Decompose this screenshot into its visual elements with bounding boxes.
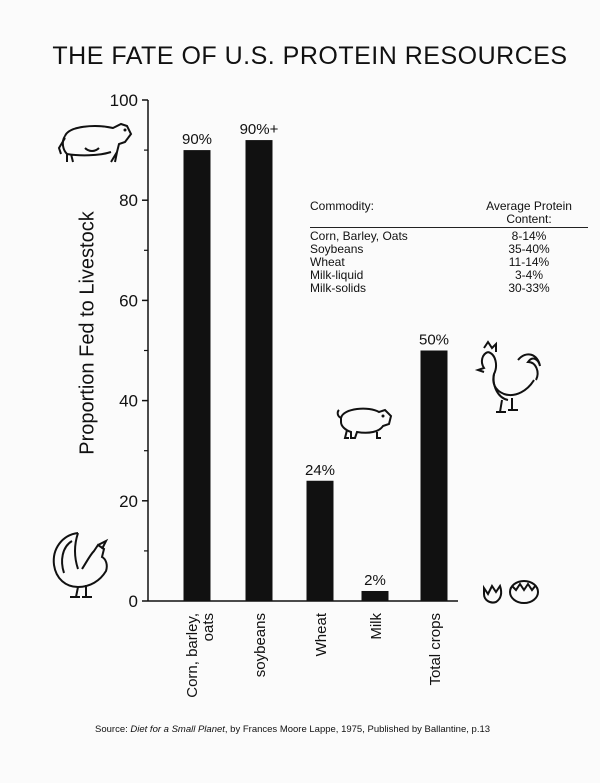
protein-content-table xyxy=(310,200,588,295)
y-tick-label: 0 xyxy=(128,592,138,611)
source-book-title: Diet for a Small Planet xyxy=(130,724,225,735)
table-header-protein: Average Protein Content: xyxy=(486,199,572,226)
rooster-icon xyxy=(472,340,544,418)
x-tick-label: Corn, barley,oats xyxy=(184,613,217,698)
table-cell: Wheat xyxy=(310,255,345,269)
pig-icon xyxy=(333,402,395,442)
table-header-commodity: Commodity: xyxy=(310,199,375,213)
chart-title: THE FATE OF U.S. PROTEIN RESOURCES xyxy=(52,42,568,70)
cow-icon xyxy=(55,118,135,168)
turkey-icon xyxy=(48,525,118,603)
egg-icon xyxy=(480,576,544,608)
bar xyxy=(184,150,211,601)
bar xyxy=(246,140,273,601)
table-cell: Corn, Barley, Oats xyxy=(310,229,408,243)
y-tick-label: 100 xyxy=(109,91,138,110)
source-note xyxy=(95,724,490,735)
y-tick-label: 60 xyxy=(119,291,138,311)
table-cell: 11-14% xyxy=(508,255,550,269)
y-tick-label: 80 xyxy=(119,191,138,211)
table-cell: 35-40% xyxy=(508,242,550,256)
table-cell: 3-4% xyxy=(514,268,543,282)
bar-data-label: 90% xyxy=(181,131,213,149)
table-cell: Milk-solids xyxy=(310,281,367,295)
y-tick-label: 20 xyxy=(119,491,138,511)
table-row xyxy=(310,282,588,295)
bar-data-label: 24% xyxy=(304,461,336,479)
table-cell: 30-33% xyxy=(508,281,550,295)
x-tick-label: Total crops xyxy=(427,613,444,686)
table-cell: Milk-liquid xyxy=(310,268,364,282)
bar-data-label: 90%+ xyxy=(239,121,279,139)
bar-data-label: 50% xyxy=(418,331,450,349)
bar xyxy=(307,481,334,601)
source-details: , by Frances Moore Lappe, 1975, Published by Ballantine, p.13 xyxy=(224,724,491,735)
x-tick-label: Milk xyxy=(368,613,385,640)
y-tick-label: 40 xyxy=(119,391,138,411)
table-cell: 8-14% xyxy=(511,229,547,243)
bar-data-label: 2% xyxy=(364,571,386,589)
x-tick-label: Wheat xyxy=(313,613,330,657)
x-tick-label: soybeans xyxy=(252,613,269,678)
y-axis-label: Proportion Fed to Livestock xyxy=(76,211,99,455)
table-header xyxy=(310,200,588,228)
bar xyxy=(421,351,448,602)
table-cell: Soybeans xyxy=(310,242,364,256)
bar xyxy=(362,591,389,601)
source-prefix: Source: xyxy=(95,724,128,735)
